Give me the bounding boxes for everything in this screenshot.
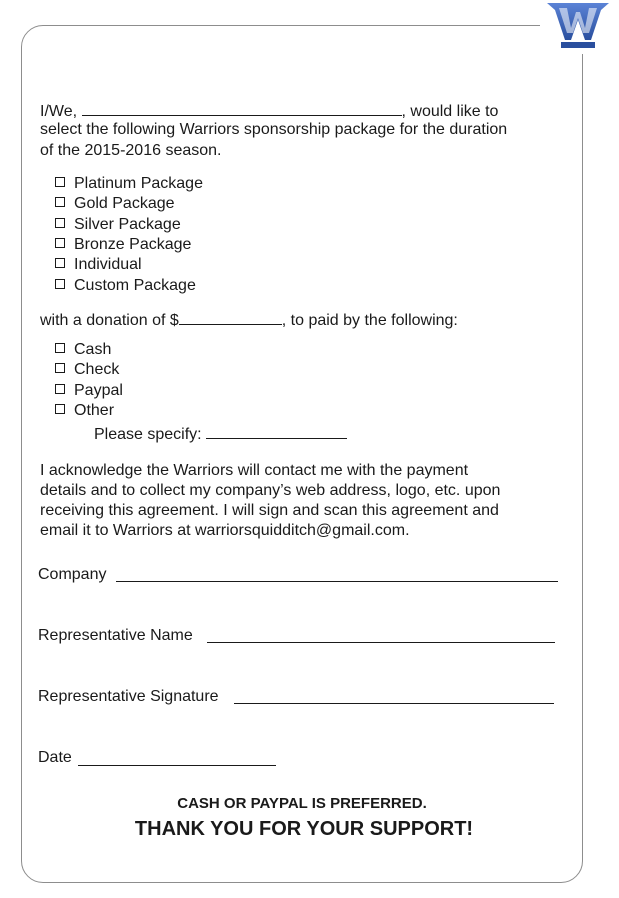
package-option[interactable]: Silver Package — [55, 215, 181, 235]
package-option[interactable]: Gold Package — [55, 194, 175, 214]
preferred-note: CASH OR PAYPAL IS PREFERRED. — [177, 795, 427, 812]
thank-you-note: THANK YOU FOR YOUR SUPPORT! — [134, 818, 474, 840]
package-option[interactable]: Custom Package — [55, 276, 196, 296]
payment-option[interactable]: Check — [55, 360, 119, 380]
specify-line — [94, 423, 347, 445]
package-option[interactable]: Bronze Package — [55, 235, 191, 255]
package-option[interactable]: Individual — [55, 255, 142, 275]
donation-suffix: , to paid by the following: — [281, 312, 458, 329]
specify-blank[interactable] — [206, 423, 347, 439]
payment-option[interactable]: Cash — [55, 340, 111, 360]
sponsor-name-blank[interactable] — [82, 100, 402, 116]
package-option[interactable]: Platinum Package — [55, 174, 203, 194]
checkbox[interactable] — [55, 218, 65, 228]
company-label: Company — [38, 566, 107, 583]
ack-line: I acknowledge the Warriors will contact me with the payment — [40, 462, 469, 479]
rep-signature-field[interactable] — [234, 703, 554, 704]
warriors-w-logo-icon — [545, 0, 611, 50]
checkbox[interactable] — [55, 197, 65, 207]
ack-line: details and to collect my company’s web address, logo, etc. upon — [40, 482, 501, 499]
rep-signature-label: Representative Signature — [38, 688, 219, 705]
checkbox[interactable] — [55, 404, 65, 414]
intro-prefix: I/We, — [40, 103, 78, 120]
checkbox[interactable] — [55, 258, 65, 268]
donation-prefix: with a donation of $ — [40, 312, 179, 329]
checkbox[interactable] — [55, 343, 65, 353]
specify-label: Please specify: — [94, 426, 202, 443]
checkbox[interactable] — [55, 238, 65, 248]
checkbox[interactable] — [55, 279, 65, 289]
payment-option[interactable]: Other — [55, 401, 114, 421]
checkbox[interactable] — [55, 384, 65, 394]
intro-line-2: select the following Warriors sponsorship package for the duration — [40, 121, 508, 138]
ack-line: email it to Warriors at warriorsquidditch@gmail.com. — [40, 522, 410, 539]
company-field[interactable] — [116, 581, 558, 582]
intro-line-3: of the 2015-2016 season. — [40, 142, 222, 159]
rep-name-label: Representative Name — [38, 627, 193, 644]
donation-amount-blank[interactable] — [179, 309, 282, 325]
donation-line — [40, 309, 458, 331]
rep-name-field[interactable] — [207, 642, 555, 643]
checkbox[interactable] — [55, 177, 65, 187]
checkbox[interactable] — [55, 363, 65, 373]
intro-line-1 — [40, 100, 498, 122]
ack-line: receiving this agreement. I will sign and scan this agreement and — [40, 502, 499, 519]
date-label: Date — [38, 749, 72, 766]
date-field[interactable] — [78, 765, 276, 766]
intro-suffix: , would like to — [401, 103, 499, 120]
payment-option[interactable]: Paypal — [55, 381, 123, 401]
